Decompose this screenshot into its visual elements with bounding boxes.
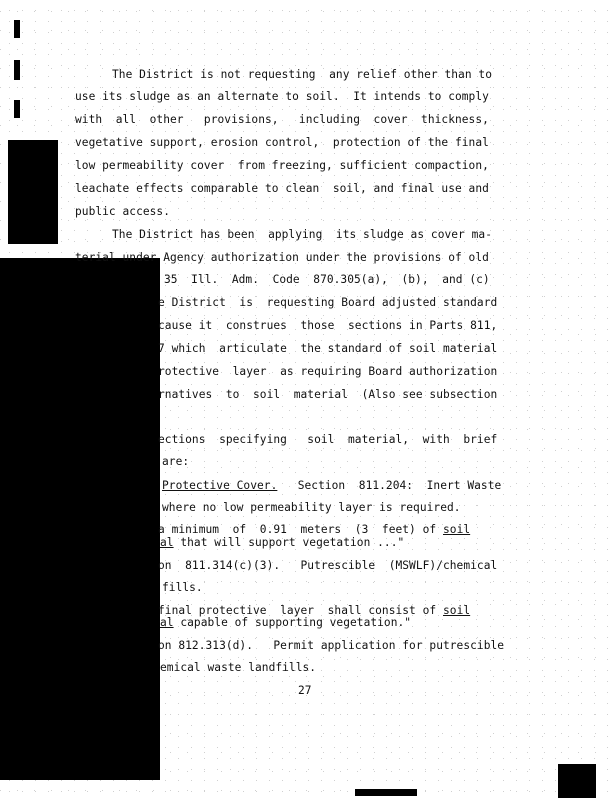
text-line: low permeability cover from freezing, sufficient compaction, bbox=[75, 159, 489, 172]
text-line: on 811.314(c)(3). Putrescible (MSWLF)/chemical bbox=[158, 559, 498, 572]
text-line: 7 which articulate the standard of soil material bbox=[158, 342, 498, 355]
text-line: rotective layer as requiring Board authorization bbox=[158, 365, 498, 378]
text-line: public access. bbox=[75, 205, 170, 218]
text-line: with all other provisions, including cover thickness, bbox=[75, 113, 489, 126]
redaction-block-left-large bbox=[0, 258, 160, 780]
text-line: ections specifying soil material, with brief bbox=[158, 433, 498, 446]
text-line: al capable of supporting vegetation." bbox=[160, 616, 412, 629]
text-line: a minimum of 0.91 meters (3 feet) of soil bbox=[158, 523, 471, 536]
text-line: terial under Agency authorization under the provisions of old bbox=[75, 251, 489, 264]
text-line: on 812.313(d). Permit application for putrescible bbox=[158, 639, 505, 652]
text-line: cause it construes those sections in Parts 811, bbox=[158, 319, 498, 332]
redaction-block-bottom-right bbox=[558, 764, 596, 798]
redaction-block-left-small bbox=[8, 140, 58, 244]
text-line: emical waste landfills. bbox=[160, 661, 317, 674]
text-line: rnatives to soil material (Also see subsection bbox=[158, 388, 498, 401]
margin-mark-3 bbox=[14, 100, 20, 118]
text-line: use its sludge as an alternate to soil. It intends to comply bbox=[75, 90, 489, 103]
text-line: where no low permeability layer is required. bbox=[162, 501, 461, 514]
text-line: final protective layer shall consist of soil bbox=[158, 604, 471, 617]
text-line: The District has been applying its sludge as cover ma- bbox=[112, 228, 492, 241]
text-line: leachate effects comparable to clean soil, and final use and bbox=[75, 182, 489, 195]
text-line: 35 Ill. Adm. Code 870.305(a), (b), and (c) bbox=[164, 273, 490, 286]
text-line: are: bbox=[162, 455, 190, 468]
bottom-bar bbox=[355, 789, 417, 796]
margin-mark-2 bbox=[14, 60, 20, 80]
text-line: e District is requesting Board adjusted standard bbox=[158, 296, 498, 309]
text-line: vegetative support, erosion control, protection of the final bbox=[75, 136, 489, 149]
text-line: The District is not requesting any relief other than to bbox=[112, 68, 492, 81]
text-line: Protective Cover. Section 811.204: Inert Waste bbox=[162, 479, 502, 492]
page-number: 27 bbox=[298, 684, 312, 697]
text-line: fills. bbox=[162, 581, 203, 594]
margin-mark-1 bbox=[14, 20, 20, 38]
text-line: al that will support vegetation ..." bbox=[160, 536, 405, 549]
